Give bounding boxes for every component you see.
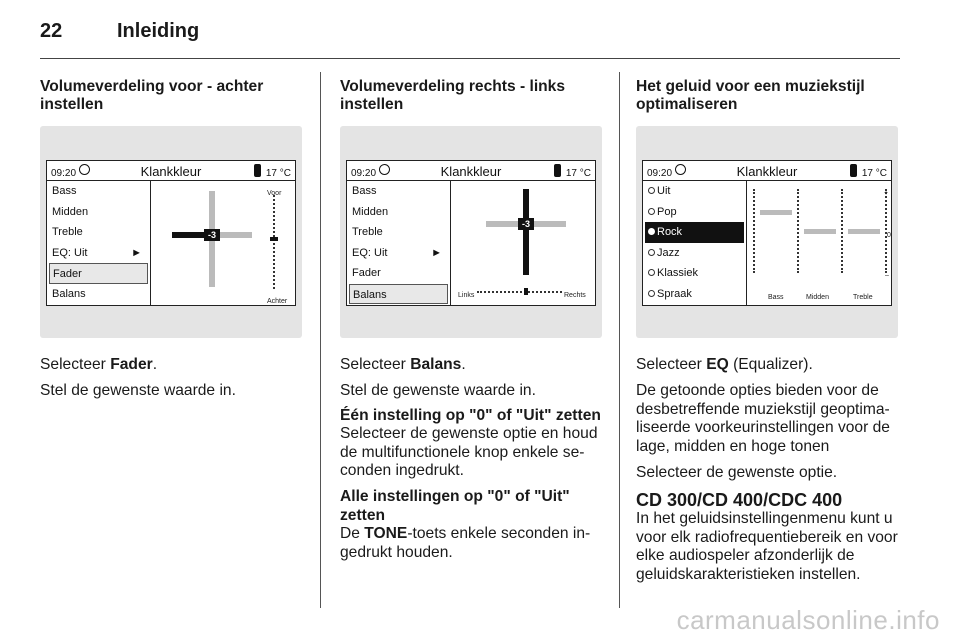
subheading-reset-all: Alle instellingen op "0" of "Uit" zetten xyxy=(340,488,570,524)
fader-scale xyxy=(273,195,275,289)
arrow-right-icon: ► xyxy=(431,246,442,259)
achter-label: Achter xyxy=(267,298,288,305)
balance-scale-indicator xyxy=(524,288,528,295)
section-heading: Het geluid voor een muziekstijl optimaliseren xyxy=(636,78,865,113)
instruction-select xyxy=(340,356,606,374)
radio-selected-icon xyxy=(648,228,655,235)
menu-item-eq[interactable] xyxy=(347,243,450,264)
option-spraak[interactable] xyxy=(643,284,746,305)
display-screen xyxy=(46,160,296,306)
screen-title: Klankkleur xyxy=(736,164,798,179)
band-label-treble: Treble xyxy=(853,294,873,301)
radio-icon xyxy=(648,269,655,276)
menu-term: Balans xyxy=(410,356,462,373)
text: . xyxy=(152,356,158,373)
balance-scale xyxy=(477,291,562,293)
reset-one-text: Selecteer de gewenste optie en houd de multifunctionele knop enkele se-conden ingedrukt. xyxy=(340,425,598,480)
band-label-bass: Bass xyxy=(768,294,784,301)
menu-item-balans[interactable]: Balans xyxy=(52,287,86,300)
instruction-choose: Selecteer de gewenste optie. xyxy=(636,464,838,482)
option-label: Spraak xyxy=(657,287,692,300)
eq-scale-3 xyxy=(841,189,843,273)
menu-item-fader[interactable]: Fader xyxy=(49,263,148,284)
text: Selecteer xyxy=(340,356,411,373)
menu-item-eq[interactable] xyxy=(47,243,150,264)
text: -toets enkele seconden in-gedrukt houden. xyxy=(340,525,591,561)
voor-label: Voor xyxy=(267,190,282,197)
clock-time: 09:20 xyxy=(51,168,77,179)
text: (Equalizer). xyxy=(728,356,813,373)
band-label-midden: Midden xyxy=(806,294,829,301)
radio-icon xyxy=(648,208,655,215)
temperature: 17 °C xyxy=(265,168,291,179)
display-screen xyxy=(346,160,596,306)
text: De xyxy=(340,525,365,543)
menu-item-balans[interactable]: Balans xyxy=(349,284,448,305)
column-divider-2 xyxy=(619,72,620,608)
menu-item-eq-label: EQ: Uit xyxy=(352,246,388,259)
links-label: Links xyxy=(458,292,475,299)
status-bar xyxy=(47,161,295,181)
status-bar xyxy=(347,161,595,181)
reset-all-block xyxy=(340,488,606,562)
radio-icon xyxy=(648,187,655,194)
fader-graph xyxy=(152,181,295,305)
tone-menu xyxy=(47,181,151,305)
arrow-right-icon: ► xyxy=(131,246,142,259)
radio-icon xyxy=(648,290,655,297)
menu-item-fader[interactable]: Fader xyxy=(352,267,381,279)
menu-item-bass[interactable]: Bass xyxy=(52,185,77,197)
tone-menu xyxy=(347,181,451,305)
display-screen xyxy=(642,160,892,306)
instruction-select xyxy=(40,356,306,374)
screenshot-eq xyxy=(636,126,898,338)
header-rule xyxy=(40,58,900,59)
eq-scale-1 xyxy=(753,189,755,273)
thermometer-icon xyxy=(254,164,261,177)
option-label: Klassiek xyxy=(657,267,698,279)
scale-minus: – xyxy=(885,272,889,279)
tone-key: TONE xyxy=(364,525,408,543)
balance-level-bar xyxy=(523,189,529,275)
scale-zero: 0 xyxy=(887,232,891,239)
screen-title: Klankkleur xyxy=(440,164,502,179)
page-number: 22 xyxy=(40,20,63,42)
column-balans xyxy=(340,78,606,570)
menu-item-midden[interactable]: Midden xyxy=(52,205,89,218)
temperature: 17 °C xyxy=(565,168,591,179)
text: Selecteer xyxy=(40,356,111,373)
status-bar xyxy=(643,161,891,181)
eq-bar-bass xyxy=(760,210,792,215)
screen-title: Klankkleur xyxy=(140,164,202,179)
option-klassiek[interactable] xyxy=(643,263,746,284)
menu-item-treble[interactable]: Treble xyxy=(352,226,383,238)
eq-graph xyxy=(748,181,891,305)
eq-options xyxy=(643,181,747,305)
screenshot-fader xyxy=(40,126,302,338)
eq-bar-midden xyxy=(804,229,836,234)
fader-scale-indicator xyxy=(270,237,278,241)
option-rock[interactable] xyxy=(645,222,744,243)
text: . xyxy=(461,356,466,373)
fader-marker[interactable]: -3 xyxy=(204,229,220,241)
reset-one-block xyxy=(340,407,606,481)
screenshot-balans xyxy=(340,126,602,338)
thermometer-icon xyxy=(850,164,857,177)
model-description: In het geluidsinstellingenmenu kunt u voor elk radiofrequentiebereik en voor elke audiospeler afzonderlijk de geluidskarakteristieken instellen. xyxy=(636,510,898,583)
eq-bar-treble xyxy=(848,229,880,234)
menu-term: Fader xyxy=(110,356,153,373)
watermark: carmanualsonline.info xyxy=(676,605,940,635)
subheading-reset-one: Één instelling op "0" of "Uit" zetten xyxy=(340,406,601,424)
radio-icon xyxy=(648,249,655,256)
menu-term: EQ xyxy=(706,356,729,373)
option-label: Jazz xyxy=(657,246,680,259)
eq-scale-2 xyxy=(797,189,799,273)
option-label: Uit xyxy=(657,185,671,197)
instruction-set: Stel de gewenste waarde in. xyxy=(340,382,536,400)
eq-description: De getoonde opties bieden voor de desbetreffende muziekstijl geoptima-liseerde voorkeurinstellingen voor de lage, midden en hoge tonen xyxy=(636,382,890,455)
page-title: Inleiding xyxy=(117,20,200,42)
section-heading: Volumeverdeling rechts - links instellen xyxy=(340,78,566,113)
option-jazz[interactable] xyxy=(643,243,746,264)
option-label: Pop xyxy=(657,205,677,218)
option-label: Rock xyxy=(657,226,683,238)
text: Selecteer xyxy=(636,356,707,373)
menu-item-treble[interactable]: Treble xyxy=(52,226,83,238)
option-pop[interactable] xyxy=(643,202,746,223)
balance-graph xyxy=(452,181,595,305)
column-eq xyxy=(636,78,902,592)
thermometer-icon xyxy=(554,164,561,177)
instruction-set: Stel de gewenste waarde in. xyxy=(40,382,236,400)
balance-marker[interactable]: -3 xyxy=(518,218,534,230)
clock-time: 09:20 xyxy=(647,168,673,179)
column-divider-1 xyxy=(320,72,321,608)
menu-item-eq-label: EQ: Uit xyxy=(52,246,88,259)
rechts-label: Rechts xyxy=(564,292,586,299)
scale-plus: + xyxy=(884,190,889,197)
instruction-select xyxy=(636,356,902,374)
clock-time: 09:20 xyxy=(351,168,377,179)
column-fader xyxy=(40,78,306,409)
model-heading: CD 300/CD 400/CDC 400 xyxy=(636,490,843,511)
menu-item-bass[interactable]: Bass xyxy=(352,185,377,197)
temperature: 17 °C xyxy=(861,168,887,179)
menu-item-midden[interactable]: Midden xyxy=(352,205,389,218)
option-uit[interactable] xyxy=(643,181,746,202)
section-heading: Volumeverdeling voor - achter instellen xyxy=(40,78,264,113)
